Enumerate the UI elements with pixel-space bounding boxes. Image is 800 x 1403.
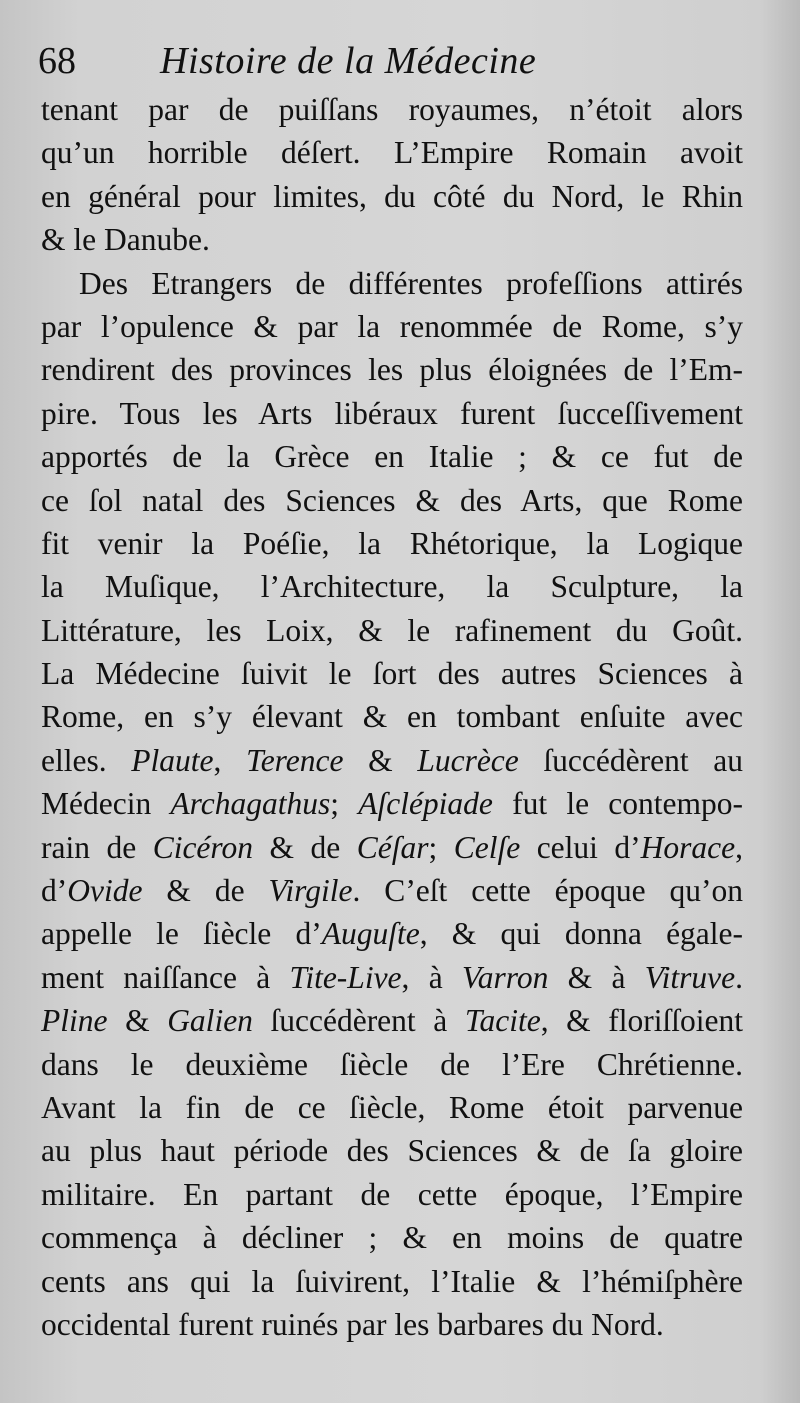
- text-run: ſuccédèrent à: [252, 1003, 465, 1039]
- text-line: ce ſol natal des Sciences & des Arts, que Rome: [41, 482, 743, 518]
- text-line: tenant par de puiſſans royaumes, n’étoit alors: [41, 92, 743, 127]
- text-line: par l’opulence & par la renommée de Rome, s’y: [41, 308, 743, 344]
- text-line: [41, 739, 743, 782]
- body-text: [41, 88, 743, 1346]
- italic-name: Galien: [167, 1003, 253, 1039]
- text-line: occidental furent ruinés par les barbares du Nord.: [41, 1306, 664, 1342]
- italic-name: Auguſte: [321, 916, 420, 952]
- text-line: militaire. En partant de cette époque, l’Empire: [41, 1176, 743, 1212]
- text-line: [41, 869, 743, 912]
- italic-name: Virgile: [268, 873, 353, 909]
- running-title: Histoire de la Médecine: [160, 40, 537, 82]
- italic-name: Celſe: [453, 829, 521, 865]
- text-line: qu’un horrible déſert. L’Empire Romain avoit: [41, 135, 743, 171]
- italic-name: Lucrèce: [417, 742, 519, 778]
- text-line: dans le deuxième ſiècle de l’Ere Chrétienne.: [41, 1046, 743, 1082]
- italic-name: Aſclépiade: [358, 786, 493, 822]
- text-line: en général pour limites, du côté du Nord, le Rhin: [41, 178, 743, 214]
- text-run: & à: [548, 959, 645, 995]
- text-line: Avant la fin de ce ſiècle, Rome étoit parvenue: [41, 1089, 743, 1125]
- text-run: ,: [735, 829, 743, 865]
- text-run: , & floriſſoient: [540, 1003, 743, 1039]
- text-run: rain de: [41, 829, 153, 865]
- page-number: 68: [38, 40, 76, 82]
- italic-name: Archagathus: [170, 786, 331, 822]
- text-line: apportés de la Grèce en Italie ; & ce fut de: [41, 439, 743, 475]
- text-line: commença à décliner ; & en moins de quatre: [41, 1220, 743, 1256]
- text-run: Médecin: [41, 786, 171, 822]
- text-run: , à: [401, 959, 462, 995]
- page-header: [36, 38, 636, 88]
- italic-name: Vitruve: [644, 959, 736, 995]
- italic-name: Terence: [246, 742, 344, 778]
- text-run: . C’eſt cette époque qu’on: [352, 873, 743, 909]
- text-run: ;: [428, 829, 454, 865]
- text-run: .: [735, 959, 743, 995]
- text-line: [41, 912, 743, 955]
- text-line: [41, 826, 743, 869]
- text-line: & le Danube.: [41, 222, 210, 258]
- text-line: La Médecine ſuivit le ſort des autres Sciences à: [41, 656, 743, 692]
- italic-name: Céſar: [356, 829, 429, 865]
- text-run: d’: [41, 873, 68, 909]
- text-run: & de: [253, 829, 357, 865]
- text-line: [41, 956, 743, 999]
- text-line: la Muſique, l’Architecture, la Sculpture, la: [41, 569, 743, 605]
- text-run: appelle le ſiècle d’: [41, 916, 322, 952]
- text-line: Littérature, les Loix, & le rafinement du Goût.: [41, 612, 743, 648]
- italic-name: Ovide: [67, 873, 143, 909]
- text-run: celui d’: [520, 829, 641, 865]
- text-line: Rome, en s’y élevant & en tombant enſuite avec: [41, 699, 743, 735]
- text-line: [41, 999, 743, 1042]
- text-line: [41, 782, 743, 825]
- text-run: & de: [142, 873, 269, 909]
- italic-name: Horace: [640, 829, 736, 865]
- text-run: ,: [213, 742, 247, 778]
- italic-name: Tacite: [464, 1003, 541, 1039]
- italic-name: Tite-Live: [289, 959, 402, 995]
- text-run: fut le contempo-: [492, 786, 743, 822]
- text-line: fit venir la Poéſie, la Rhétorique, la Logique: [41, 525, 743, 561]
- text-line: pire. Tous les Arts libéraux furent ſucceſſivement: [41, 395, 743, 431]
- italic-name: Varron: [462, 959, 549, 995]
- text-line: au plus haut période des Sciences & de ſa gloire: [41, 1133, 743, 1169]
- text-line: rendirent des provinces les plus éloignées de l’Em-: [41, 352, 743, 388]
- italic-name: Pline: [41, 1003, 108, 1039]
- italic-name: Cicéron: [152, 829, 254, 865]
- text-run: , & qui donna égale-: [419, 916, 743, 952]
- text-run: ment naiſſance à: [41, 959, 290, 995]
- text-run: ;: [330, 786, 359, 822]
- text-run: &: [107, 1003, 168, 1039]
- text-run: elles.: [41, 742, 132, 778]
- text-run: &: [343, 742, 418, 778]
- text-line: cents ans qui la ſuivirent, l’Italie & l’hémiſphère: [41, 1263, 743, 1299]
- text-line: Des Etrangers de différentes profeſſions attirés: [79, 265, 743, 301]
- text-run: ſuccédèrent au: [518, 742, 743, 778]
- italic-name: Plaute: [131, 742, 214, 778]
